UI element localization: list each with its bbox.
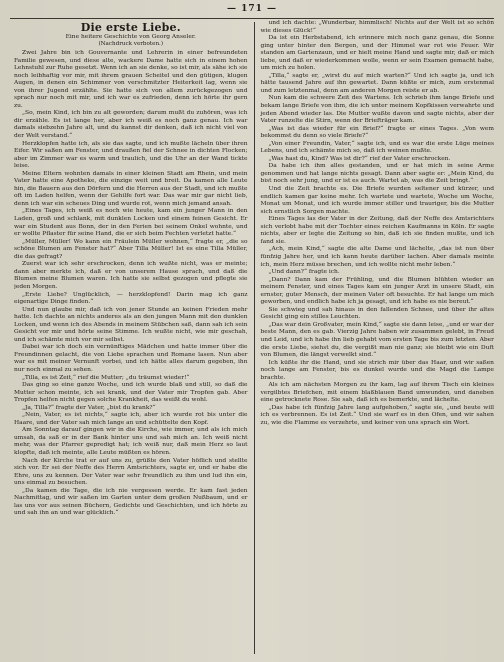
paragraph: „Was ist das wieder für ein Brief?“ fragte er eines Tages. „Von wem bekommst du denn so viele Briefe?“ [260, 125, 494, 140]
article-subtitle: Eine heitere Geschichte von Georg Anseler. [65, 34, 196, 40]
paragraph: Zwei Jahre bin ich Gouvernante und Lehrerin in einer befreundeten Familie gewesen, und diese alte, wackere Dame hatte sich in einem hohen Lehnstuhl zur Ruhe gesetzt. Wenn ich an sie denke, so ist mir, als sähe ich sie noch leibhaftig vor mir, mit ihrem grauen Scheitel und den gütigen, klugen Augen, in denen ein Schimmer von verschmitzter Heiterkeit lag, wenn sie von ihrer Jugend erzählte. Sie hatte sich von allem zurückgezogen und sprach nur noch mit mir, und ich war es zufrieden, denn ich hörte ihr gern zu. [14, 50, 248, 109]
paragraph: Eines Tages las der Vater in der Zeitung, daß der Neffe des Amtsrichters sich verlobt habe mit der Tochter eines reichen Kaufmanns in Köln. Er sagte nichts, aber er legte die Zeitung so hin, daß ich sie finden mußte, und ich fand sie. [260, 216, 494, 245]
paragraph: Sie schwieg und sah hinaus in den fallenden Schnee, und über ihr altes Gesicht ging ein stilles Leuchten. [260, 306, 494, 321]
paragraph: Meine Eltern wohnten damals in einer kleinen Stadt am Rhein, und mein Vater hatte eine Apotheke, die einzige weit und breit. Da kamen alle Leute hin, die Bauern aus den Dörfern und die Herren aus der Stadt, und ich mußte oft im Laden helfen, wenn der Gehilfe fort war. Das war mir gar nicht lieb, denn ich war ein scheues Ding und wurde rot, wenn mich jemand ansah. [14, 170, 248, 207]
paragraph: „So, mein Kind, ich bin zu alt geworden; darum mußt du zuhören, was ich dir erzähle. Es ist lange her, aber ich weiß es noch ganz genau. Ich war damals siebzehn Jahre alt, und du kannst dir denken, daß ich nicht viel von der Welt verstand.“ [14, 110, 248, 140]
paragraph: „Da kamen die Tage, die ich nie vergessen werde. Er kam fast jeden Nachmittag, und wir saßen im Garten unter dem großen Nußbaum, und er las uns vor aus seinen Büchern, Gedichte und Geschichten, und ich hörte zu und sah ihn an und war glücklich.“ [14, 487, 248, 517]
paragraph: Und die Zeit brachte es. Die Briefe wurden seltener und kürzer, und endlich kamen gar keine mehr. Ich wartete und wartete, Woche um Woche, Monat um Monat, und ich wurde immer stiller und trauriger, bis die Mutter sich ernstlich Sorgen machte. [260, 186, 494, 215]
paragraph: Da ist ein Herbstabend, ich erinnere mich noch ganz genau, die Sonne ging unter hinter den Bergen, und der Himmel war rot wie Feuer. Wir standen am Gartenzaun, und er hielt meine Hand und sagte mir, daß er mich liebe, und daß er wiederkommen wolle, wenn er sein Examen gemacht habe, um mich zu holen. [260, 35, 494, 72]
paragraph: Und nun glaube mir, daß ich von jener Stunde an keinen Frieden mehr hatte. Ich dachte an nichts anderes als an den jungen Mann mit den dunklen Locken, und wenn ich des Abends in meinem Stübchen saß, dann sah ich sein Gesicht vor mir und hörte seine Stimme. Ich wußte nicht, wie mir geschah, und ich schämte mich vor mir selbst. [14, 306, 248, 343]
column-body [14, 50, 248, 518]
paragraph: „Ach, mein Kind,“ sagte die alte Dame und lächelte, „das ist nun über fünfzig Jahre her, und ich kann heute darüber lachen. Aber damals meinte ich, mein Herz müsse brechen, und ich wollte nicht mehr leben.“ [260, 246, 494, 268]
paragraph: „Müller, Müller! Wo kann ein Fräulein Müller wohnen,“ fragte er, „die so schöne Blumen am Fenster hat?“ Aber Tilla Müller! Ist es eine Tilla Müller, die das gefragt? [14, 238, 248, 260]
paragraph: Als ich am nächsten Morgen zu ihr kam, lag auf ihrem Tisch ein kleines vergilbtes Briefchen, mit einem blaßblauen Band umwunden, und daneben eine getrocknete Rose. Sie sah, daß ich es bemerkte, und lächelte. [260, 382, 494, 404]
paragraph: Ich küßte ihr die Hand, und sie strich mir über das Haar, und wir saßen noch lange am Fenster, bis es dunkel wurde und die Magd die Lampe brachte. [260, 359, 494, 381]
paragraph: Herzklopfen hatte ich, als sie das sagte, und ich mußte lächeln über ihren Eifer. Wir saßen am Fenster, und draußen fiel der Schnee in dichten Flocken; aber im Zimmer war es warm und traulich, und die Uhr an der Wand tickte leise. [14, 140, 248, 170]
article-columns [14, 20, 494, 658]
paragraph: „Tilla, es ist Zeit,“ rief die Mutter; „du träumst wieder!“ [22, 374, 190, 381]
paragraph: „Das habe ich fünfzig Jahre lang aufgehoben,“ sagte sie, „und heute will ich es verbrennen. Es ist Zeit.“ Und sie warf es in den Ofen, und wir sahen zu, wie die Flamme es verzehrte, und keiner von uns sprach ein Wort. [260, 404, 494, 426]
paragraph: Zuerst war ich sehr erschrocken, denn ich wußte nicht, was er meinte; dann aber merkte ich, daß er von unserem Hause sprach, und daß die Blumen meine Blumen waren. Ich hatte sie selbst gezogen und pflegte sie jeden Morgen. [14, 261, 248, 290]
paragraph: und ich dachte: „Wunderbar, himmlisch! Nichts auf der Welt ist so schön wie dieses Glück!“ [260, 20, 494, 34]
paragraph: „Das war dein Großvater, mein Kind,“ sagte sie dann leise, „und er war der beste Mann, den es gab. Vierzig Jahre haben wir zusammen gelebt, in Freud und Leid, und ich habe ihn lieb gehabt vom ersten Tage bis zum letzten. Aber die erste Liebe, siehst du, die vergißt man nie ganz; sie bleibt wie ein Duft von Blumen, die längst verwelkt sind.“ [260, 321, 494, 359]
page-header [10, 4, 494, 19]
paragraph: Nach der Kirche trat er auf uns zu, grüßte den Vater höflich und stellte sich vor. Er sei der Neffe des Herrn Amtsrichters, sagte er, und er habe die Ehre, uns zu kennen. Der Vater war sehr freundlich zu ihm und lud ihn ein, uns einmal zu besuchen. [14, 457, 248, 487]
paragraph: „Erste Liebe? Unglücklich, — herzklopfend! Darin mag ich ganz eigenartige Dinge finden.“ [14, 291, 248, 306]
column-divider [254, 22, 255, 654]
paragraph: „Was hast du, Kind? Was ist dir?“ rief der Vater erschrocken. [268, 155, 451, 162]
paragraph: Das ging so eine ganze Woche, und ich wurde blaß und still, so daß die Mutter schon meinte, ich sei krank, und der Vater mir Tropfen gab. Aber Tropfen helfen nicht gegen solche Krankheit, das weißt du wohl. [14, 382, 248, 404]
reprint-note: (Nachdruck verboten.) [98, 41, 164, 47]
paragraph: „Tilla,“ sagte er, „wirst du auf mich warten?“ Und ich sagte ja, und ich hätte tausend Jahre auf ihn gewartet. Dann küßte er mich, zum erstenmal und zum letztenmal, denn am anderen Morgen reiste er ab. [260, 72, 494, 94]
paragraph: Da habe ich ihm alles gestanden, und er hat mich in seine Arme genommen und hat lange nichts gesagt. Dann aber sagte er: „Mein Kind, du bist noch sehr jung, und er ist es auch. Wartet ab, was die Zeit bringt.“ [260, 163, 494, 185]
paragraph: Dabei war ich doch ein vernünftiges Mädchen und hatte immer über die Freundinnen gelacht, die von Liebe sprachen und Romane lasen. Nun aber war es mit meiner Vernunft vorbei, und ich hätte alles darum gegeben, ihn nur noch einmal zu sehen. [14, 344, 248, 373]
column-left [14, 20, 248, 658]
paragraph: „Und dann?“ fragte ich. [268, 269, 340, 276]
page-number: — 171 — [226, 4, 278, 14]
paragraph: „Eines Tages, ich weiß es noch wie heute, kam ein junger Mann in den Laden, groß und schlank, mit dunklen Locken und einem feinen Gesicht. Er war ein Student aus Bonn, der in den Ferien bei seinem Onkel wohnte, und er wollte Pflaster für seine Hand, die er sich beim Fechten verletzt hatte.“ [14, 208, 248, 238]
paragraph: Am Sonntag darauf gingen wir in die Kirche, wie immer, und als ich mich umsah, da saß er in der Bank hinter uns und sah mich an. Ich weiß nicht mehr, was der Pfarrer gepredigt hat; ich weiß nur, daß mein Herz so laut klopfte, daß ich meinte, alle Leute müßten es hören. [14, 427, 248, 456]
paragraph: „Von einer Freundin, Vater,“ sagte ich, und es war die erste Lüge meines Lebens, und ich schämte mich so, daß ich weinen mußte. [260, 140, 494, 155]
paragraph: „Dann? Dann kam der Frühling, und die Blumen blühten wieder an meinem Fenster, und eines Tages kam ein junger Arzt in unsere Stadt, ein ernster, guter Mensch, der meinen Vater oft besuchte. Er hat lange um mich geworben, und endlich habe ich ja gesagt, und ich habe es nie bereut.“ [260, 276, 494, 306]
article-title: Die erste Liebe. [80, 21, 181, 34]
column-right [260, 20, 494, 658]
paragraph: „Ja, Tilla?“ fragte der Vater, „bist du krank?“ [22, 404, 156, 411]
column-body [260, 20, 494, 428]
paragraph: Nun kam die schwere Zeit des Wartens. Ich schrieb ihm lange Briefe und bekam lange Briefe von ihm, die ich unter meinem Kopfkissen verwahrte und jeden Abend wieder las. Die Mutter wußte davon und sagte nichts, aber der Vater runzelte die Stirn, wenn der Briefträger kam. [260, 95, 494, 125]
paragraph: „Nein, Vater, es ist nichts,“ sagte ich, aber ich wurde rot bis unter die Haare, und der Vater sah mich lange an und schüttelte den Kopf. [14, 412, 248, 426]
